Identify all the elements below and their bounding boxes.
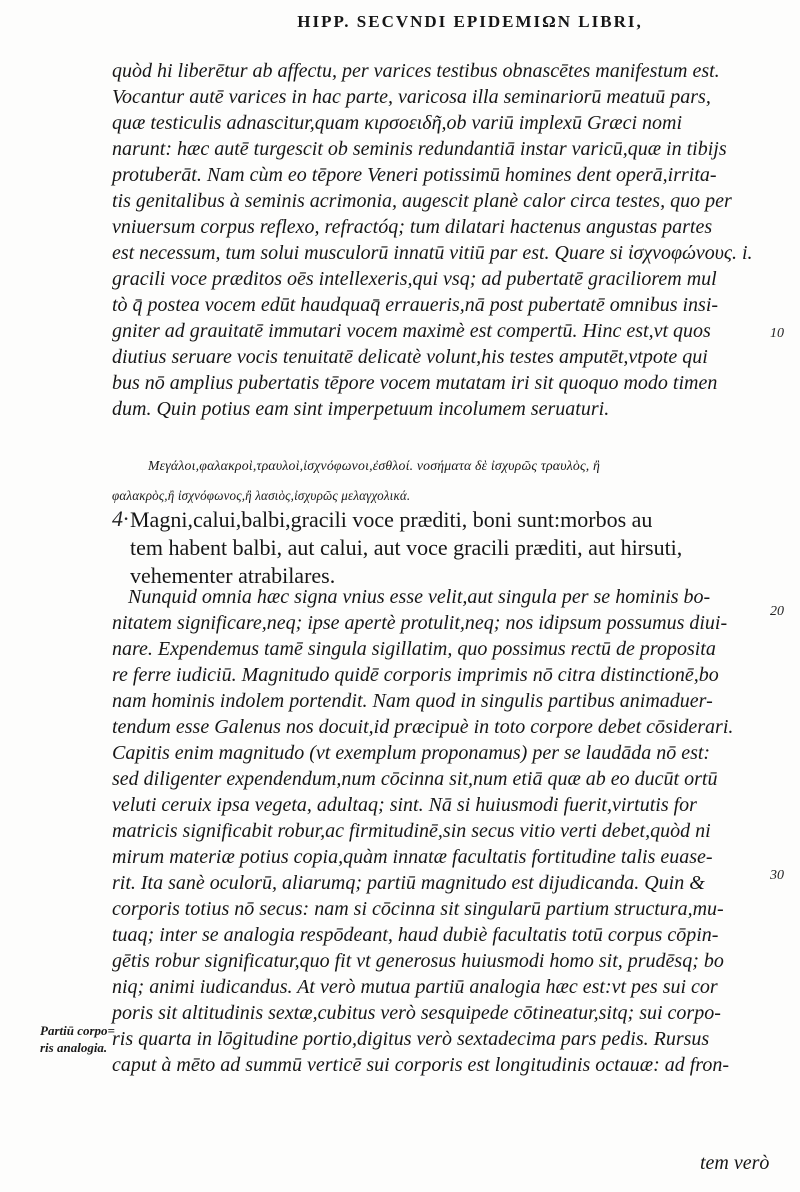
text-line: tendum esse Galenus nos docuit,id præcipuè in toto corpore debet cōsiderari. bbox=[112, 716, 734, 738]
text-line: diutius seruare vocis tenuitatē delicatè volunt,his testes amputēt,vtpote qui bbox=[112, 346, 708, 368]
text-line: φαλακρὸς,ἢ ἰσχνόφωνος,ἢ λασιὸς,ἰσχυρῶς μελαγχολικά. bbox=[112, 489, 411, 504]
text-line: tem habent balbi, aut calui, aut voce gracili præditi, aut hirsuti, bbox=[130, 535, 683, 560]
text-line: quæ testiculis adnascitur,quam κιρσοειδῆ,ob variū implexū Græci nomi bbox=[112, 112, 683, 134]
text-line: veluti ceruix ipsa vegeta, adultaq; sint. Nā si huiusmodi fuerit,virtutis for bbox=[112, 794, 697, 816]
aphorism-marker: 4· bbox=[112, 506, 129, 531]
text-line: gracili voce præditos oēs intellexeris,qui vsq; ad pubertatē graciliorem mul bbox=[112, 268, 717, 290]
text-line: niq; animi iudicandus. At verò mutua partiū analogia hæc est:vt pes sui cor bbox=[112, 976, 718, 998]
text-line: est necessum, tum solui musculorū innatū vitiū par est. Quare si ἰσχνοφώνους. i. bbox=[112, 242, 753, 264]
text-line: caput à mēto ad summū verticē sui corporis est longitudinis octauæ: ad fron- bbox=[112, 1054, 729, 1076]
text-line: nitatem significare,neq; ipse apertè protulit,neq; nos idipsum possumus diui- bbox=[112, 612, 728, 634]
text-line: tuaq; inter se analogia respōdeant, haud dubiè facultatis totū corpus cōpin- bbox=[112, 924, 719, 946]
text-line: gētis robur significatur,quo fit vt generosus huiusmodi homo sit, prudēsq; bo bbox=[112, 950, 724, 972]
margin-line-number: 10 bbox=[770, 326, 784, 341]
marginal-note-line: Partiū corpo= bbox=[40, 1023, 115, 1038]
upper-commentary bbox=[112, 58, 752, 422]
marginal-note bbox=[40, 1022, 115, 1056]
text-line: bus nō amplius pubertatis tēpore vocem mutatam iri sit quoquo modo timen bbox=[112, 372, 718, 394]
marginal-note-line: ris analogia. bbox=[40, 1040, 108, 1055]
text-line: mirum materiæ potius copia,quàm innatæ facultatis fortitudine talis euase- bbox=[112, 846, 713, 868]
text-line: nam hominis indolem portendit. Nam quod in singulis partibus animaduer- bbox=[112, 690, 713, 712]
text-line: corporis totius nō secus: nam si cōcinna sit singularū partium structura,mu- bbox=[112, 898, 724, 920]
text-line: quòd hi liberētur ab affectu, per varices testibus obnascētes manifestum est. bbox=[112, 60, 720, 82]
text-line: dum. Quin potius eam sint imperpetuum incolumem seruaturi. bbox=[112, 398, 610, 420]
text-line: Vocantur autē varices in hac parte, varicosa illa seminariorū meatuū pars, bbox=[112, 86, 711, 108]
text-line: Μεγάλοι,φαλακροὶ,τραυλοὶ,ἰσχνόφωνοι,ἐσθλοί. νοσήματα δὲ ἰσχυρῶς τραυλὸς, ἢ bbox=[148, 459, 601, 474]
text-line: protuberāt. Nam cùm eo tēpore Veneri potissimū homines dent operā,irrita- bbox=[112, 164, 717, 186]
text-line: poris sit altitudinis sextæ,cubitus verò sesquipede cōtineatur,sitq; sui corpo- bbox=[112, 1002, 721, 1024]
text-line: gniter ad grauitatē immutari vocem maximè est compertū. Hinc est,vt quos bbox=[112, 320, 711, 342]
text-line: narunt: hæc autē turgescit ob seminis redundantiā instar varicū,quæ in tibijs bbox=[112, 138, 727, 160]
text-line: ris quarta in lōgitudine portio,digitus verò sextadecima pars pedis. Rursus bbox=[112, 1028, 710, 1050]
text-line: re ferre iudiciū. Magnitudo quidē corporis imprimis nō citra distinctionē,bo bbox=[112, 664, 719, 686]
text-line: rit. Ita sanè oculorū, aliarumq; partiū magnitudo est dijudicanda. Quin & bbox=[112, 872, 705, 894]
lower-commentary bbox=[112, 584, 752, 1078]
text-line: sed diligenter expendendum,num cōcinna sit,num etiā quæ ab eo ducūt ortū bbox=[112, 768, 718, 790]
margin-line-number: 30 bbox=[770, 868, 784, 883]
text-line: Nunquid omnia hæc signa vnius esse velit,aut singula per se hominis bo- bbox=[128, 586, 711, 608]
text-line: Capitis enim magnitudo (vt exemplum proponamus) per se laudāda nō est: bbox=[112, 742, 711, 764]
text-line: Magni,calui,balbi,gracili voce præditi, boni sunt:morbos au bbox=[130, 507, 653, 532]
text-line: tò q̄ postea vocem edūt haudquaq̄ erraueris,nā post pubertatē omnibus insi- bbox=[112, 294, 719, 316]
text-line: nare. Expendemus tamē singula sigillatim, quo possimus rectū de proposita bbox=[112, 638, 716, 660]
running-head: HIPP. SECVNDI EPIDEMIΩN LIBRI, bbox=[297, 12, 643, 31]
margin-line-number: 20 bbox=[770, 604, 784, 619]
text-line: matricis significabit robur,ac firmitudinē,sin secus vitio verti debet,quòd ni bbox=[112, 820, 711, 842]
text-line: vehementer atrabilares. bbox=[130, 563, 336, 588]
catchword: tem verò bbox=[700, 1152, 770, 1174]
text-line: vniuersum corpus reflexo, refractóq; tum dilatari hactenus angustas partes bbox=[112, 216, 713, 238]
greek-aphorism bbox=[112, 452, 768, 512]
text-line: tis genitalibus à seminis acrimonia, augescit planè calor circa testes, quo per bbox=[112, 190, 732, 212]
latin-aphorism bbox=[130, 506, 770, 590]
